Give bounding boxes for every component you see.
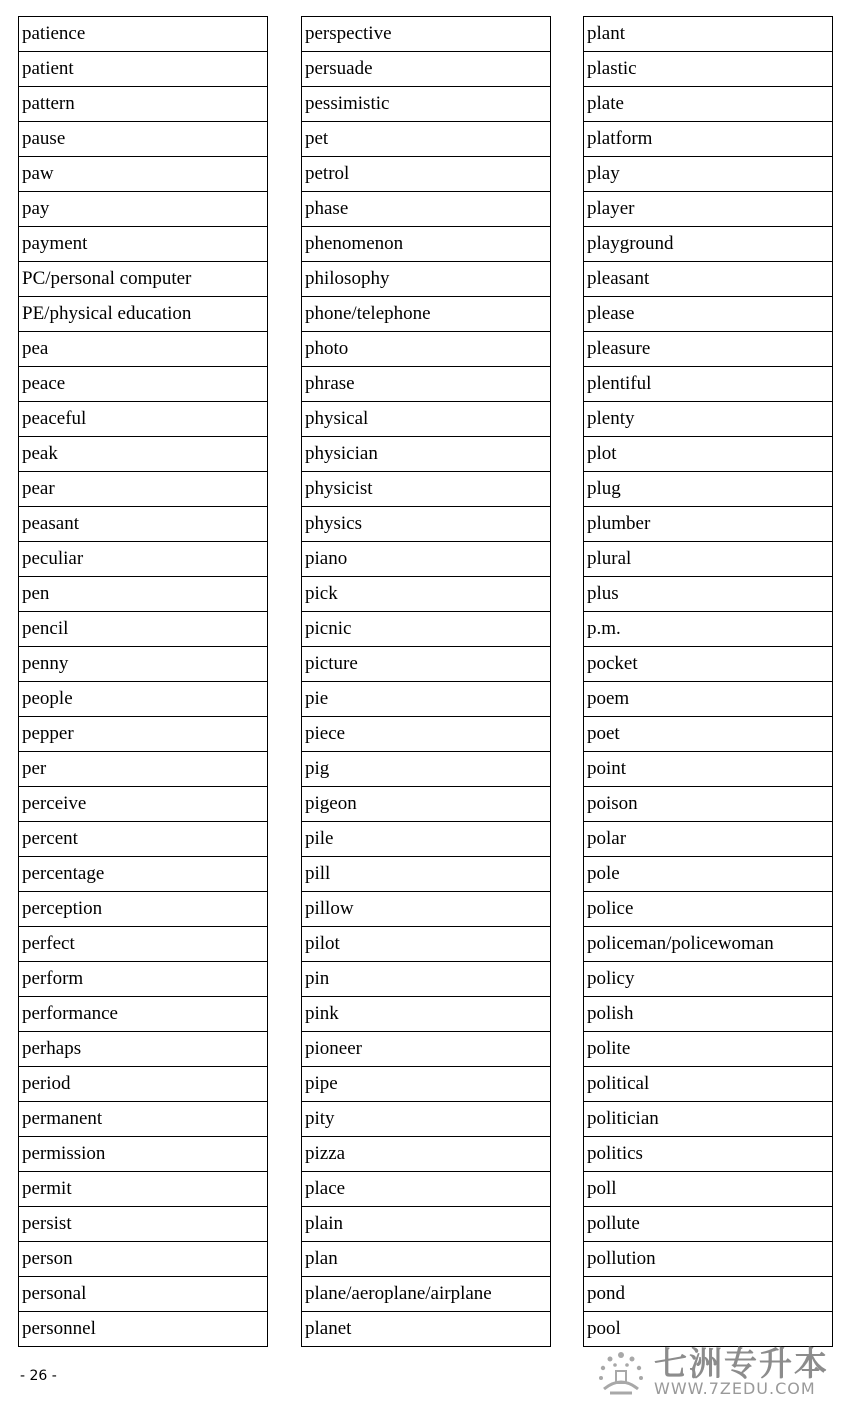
table-row bbox=[302, 1207, 551, 1242]
word-cell: performance bbox=[19, 997, 268, 1032]
table-row bbox=[584, 927, 833, 962]
table-row bbox=[19, 402, 268, 437]
word-cell: persist bbox=[19, 1207, 268, 1242]
word-cell: phrase bbox=[302, 367, 551, 402]
table-row bbox=[19, 1032, 268, 1067]
word-cell: politician bbox=[584, 1102, 833, 1137]
table-row bbox=[584, 1207, 833, 1242]
word-cell: poll bbox=[584, 1172, 833, 1207]
word-cell: peace bbox=[19, 367, 268, 402]
word-cell: pattern bbox=[19, 87, 268, 122]
word-cell: percentage bbox=[19, 857, 268, 892]
word-cell: person bbox=[19, 1242, 268, 1277]
table-row bbox=[302, 717, 551, 752]
table-row bbox=[584, 577, 833, 612]
table-row bbox=[19, 227, 268, 262]
word-cell: plate bbox=[584, 87, 833, 122]
word-cell: polite bbox=[584, 1032, 833, 1067]
table-row bbox=[584, 1277, 833, 1312]
word-cell: political bbox=[584, 1067, 833, 1102]
watermark-url: WWW.7ZEDU.COM bbox=[654, 1379, 816, 1398]
word-column-2 bbox=[301, 16, 551, 1347]
table-row bbox=[19, 577, 268, 612]
table-row bbox=[584, 717, 833, 752]
table-row bbox=[302, 297, 551, 332]
table-row bbox=[584, 52, 833, 87]
table-row bbox=[584, 822, 833, 857]
table-row bbox=[19, 822, 268, 857]
table-row bbox=[19, 612, 268, 647]
table-row bbox=[19, 297, 268, 332]
word-cell: pin bbox=[302, 962, 551, 997]
word-cell: plural bbox=[584, 542, 833, 577]
table-row bbox=[19, 1137, 268, 1172]
word-cell: pig bbox=[302, 752, 551, 787]
table-row bbox=[19, 927, 268, 962]
word-cell: pleasant bbox=[584, 262, 833, 297]
table-row bbox=[19, 1067, 268, 1102]
word-cell: p.m. bbox=[584, 612, 833, 647]
table-row bbox=[584, 787, 833, 822]
table-row bbox=[19, 1242, 268, 1277]
word-cell: pie bbox=[302, 682, 551, 717]
word-cell: phone/telephone bbox=[302, 297, 551, 332]
word-cell: photo bbox=[302, 332, 551, 367]
table-row bbox=[19, 1207, 268, 1242]
table-row bbox=[584, 297, 833, 332]
word-cell: physical bbox=[302, 402, 551, 437]
table-row bbox=[19, 542, 268, 577]
table-row bbox=[584, 857, 833, 892]
watermark-name: 七洲专升本 bbox=[654, 1344, 829, 1383]
table-row bbox=[19, 52, 268, 87]
word-cell: platform bbox=[584, 122, 833, 157]
table-row bbox=[302, 17, 551, 52]
table-row bbox=[19, 157, 268, 192]
word-cell: plentiful bbox=[584, 367, 833, 402]
table-row bbox=[302, 1067, 551, 1102]
table-row bbox=[302, 157, 551, 192]
word-cell: pessimistic bbox=[302, 87, 551, 122]
table-row bbox=[584, 262, 833, 297]
word-cell: physicist bbox=[302, 472, 551, 507]
table-row bbox=[19, 507, 268, 542]
word-cell: poem bbox=[584, 682, 833, 717]
word-cell: pollution bbox=[584, 1242, 833, 1277]
table-row bbox=[302, 192, 551, 227]
word-cell: pen bbox=[19, 577, 268, 612]
table-row bbox=[584, 997, 833, 1032]
word-cell: pleasure bbox=[584, 332, 833, 367]
word-cell: pizza bbox=[302, 1137, 551, 1172]
table-row bbox=[584, 1242, 833, 1277]
word-cell: pay bbox=[19, 192, 268, 227]
table-row bbox=[302, 647, 551, 682]
word-cell: playground bbox=[584, 227, 833, 262]
word-cell: piece bbox=[302, 717, 551, 752]
word-cell: place bbox=[302, 1172, 551, 1207]
table-row bbox=[19, 17, 268, 52]
word-cell: patient bbox=[19, 52, 268, 87]
word-cell: pepper bbox=[19, 717, 268, 752]
table-row bbox=[19, 192, 268, 227]
word-cell: policeman/policewoman bbox=[584, 927, 833, 962]
word-cell: permanent bbox=[19, 1102, 268, 1137]
table-row bbox=[302, 997, 551, 1032]
table-row bbox=[584, 472, 833, 507]
word-cell: poison bbox=[584, 787, 833, 822]
table-row bbox=[584, 647, 833, 682]
word-cell: PC/personal computer bbox=[19, 262, 268, 297]
word-cell: play bbox=[584, 157, 833, 192]
word-cell: plane/aeroplane/airplane bbox=[302, 1277, 551, 1312]
word-cell: period bbox=[19, 1067, 268, 1102]
word-cell: point bbox=[584, 752, 833, 787]
word-cell: patience bbox=[19, 17, 268, 52]
table-row bbox=[302, 1102, 551, 1137]
table-row bbox=[584, 87, 833, 122]
table-row bbox=[302, 402, 551, 437]
table-row bbox=[19, 892, 268, 927]
table-row bbox=[19, 367, 268, 402]
table-row bbox=[19, 1102, 268, 1137]
word-cell: plant bbox=[584, 17, 833, 52]
table-row bbox=[302, 787, 551, 822]
table-row bbox=[19, 437, 268, 472]
word-cell: perceive bbox=[19, 787, 268, 822]
word-cell: pilot bbox=[302, 927, 551, 962]
word-cell: pencil bbox=[19, 612, 268, 647]
table-row bbox=[584, 367, 833, 402]
table-row bbox=[302, 1312, 551, 1347]
word-column-1 bbox=[18, 16, 268, 1347]
table-row bbox=[302, 857, 551, 892]
word-cell: pillow bbox=[302, 892, 551, 927]
table-row bbox=[302, 822, 551, 857]
word-cell: pea bbox=[19, 332, 268, 367]
table-row bbox=[302, 682, 551, 717]
table-row bbox=[19, 122, 268, 157]
word-cell: personnel bbox=[19, 1312, 268, 1347]
word-cell: player bbox=[584, 192, 833, 227]
word-cell: personal bbox=[19, 1277, 268, 1312]
table-row bbox=[302, 367, 551, 402]
table-row bbox=[302, 577, 551, 612]
table-row bbox=[584, 892, 833, 927]
word-cell: polish bbox=[584, 997, 833, 1032]
table-row bbox=[19, 962, 268, 997]
word-cell: politics bbox=[584, 1137, 833, 1172]
word-cell: phenomenon bbox=[302, 227, 551, 262]
word-column-3 bbox=[583, 16, 833, 1347]
word-cell: perspective bbox=[302, 17, 551, 52]
table-row bbox=[19, 787, 268, 822]
table-row bbox=[302, 962, 551, 997]
page-number: - 26 - bbox=[20, 1368, 57, 1384]
table-row bbox=[19, 717, 268, 752]
table-row bbox=[584, 437, 833, 472]
table-row bbox=[19, 1312, 268, 1347]
table-row bbox=[302, 122, 551, 157]
word-cell: pool bbox=[584, 1312, 833, 1347]
table-row bbox=[302, 1242, 551, 1277]
word-cell: peculiar bbox=[19, 542, 268, 577]
word-cell: pill bbox=[302, 857, 551, 892]
table-row bbox=[302, 1137, 551, 1172]
table-row bbox=[302, 1172, 551, 1207]
table-row bbox=[584, 1172, 833, 1207]
word-cell: please bbox=[584, 297, 833, 332]
word-cell: paw bbox=[19, 157, 268, 192]
table-row bbox=[302, 752, 551, 787]
table-row bbox=[584, 1102, 833, 1137]
table-row bbox=[302, 227, 551, 262]
word-cell: pause bbox=[19, 122, 268, 157]
table-row bbox=[584, 402, 833, 437]
word-cell: peak bbox=[19, 437, 268, 472]
word-cell: planet bbox=[302, 1312, 551, 1347]
word-cell: pity bbox=[302, 1102, 551, 1137]
word-cell: poet bbox=[584, 717, 833, 752]
table-row bbox=[584, 507, 833, 542]
word-cell: pocket bbox=[584, 647, 833, 682]
table-row bbox=[19, 1172, 268, 1207]
table-row bbox=[19, 997, 268, 1032]
table-row bbox=[19, 262, 268, 297]
table-row bbox=[19, 682, 268, 717]
word-cell: picture bbox=[302, 647, 551, 682]
word-cell: people bbox=[19, 682, 268, 717]
word-cell: permission bbox=[19, 1137, 268, 1172]
table-row bbox=[584, 1032, 833, 1067]
table-row bbox=[302, 437, 551, 472]
table-row bbox=[584, 752, 833, 787]
word-cell: PE/physical education bbox=[19, 297, 268, 332]
table-row bbox=[302, 612, 551, 647]
word-cell: pear bbox=[19, 472, 268, 507]
table-row bbox=[584, 962, 833, 997]
table-row bbox=[19, 472, 268, 507]
table-row bbox=[584, 192, 833, 227]
table-row bbox=[19, 857, 268, 892]
logo-icon bbox=[592, 1345, 650, 1399]
table-row bbox=[584, 227, 833, 262]
table-row bbox=[302, 507, 551, 542]
word-cell: plot bbox=[584, 437, 833, 472]
word-cell: perception bbox=[19, 892, 268, 927]
word-cell: piano bbox=[302, 542, 551, 577]
table-row bbox=[302, 542, 551, 577]
word-cell: policy bbox=[584, 962, 833, 997]
word-cell: pollute bbox=[584, 1207, 833, 1242]
word-cell: peaceful bbox=[19, 402, 268, 437]
table-row bbox=[584, 17, 833, 52]
word-cell: polar bbox=[584, 822, 833, 857]
table-row bbox=[302, 472, 551, 507]
word-cell: plenty bbox=[584, 402, 833, 437]
word-cell: police bbox=[584, 892, 833, 927]
word-cell: picnic bbox=[302, 612, 551, 647]
word-cell: phase bbox=[302, 192, 551, 227]
table-row bbox=[19, 87, 268, 122]
word-cell: pond bbox=[584, 1277, 833, 1312]
word-cell: plug bbox=[584, 472, 833, 507]
word-cell: plastic bbox=[584, 52, 833, 87]
word-cell: perfect bbox=[19, 927, 268, 962]
word-cell: philosophy bbox=[302, 262, 551, 297]
word-cell: pink bbox=[302, 997, 551, 1032]
word-cell: plain bbox=[302, 1207, 551, 1242]
table-row bbox=[584, 542, 833, 577]
word-cell: pile bbox=[302, 822, 551, 857]
table-row bbox=[584, 157, 833, 192]
word-cell: plan bbox=[302, 1242, 551, 1277]
word-cell: physician bbox=[302, 437, 551, 472]
word-cell: peasant bbox=[19, 507, 268, 542]
table-row bbox=[302, 1032, 551, 1067]
table-row bbox=[584, 612, 833, 647]
table-row bbox=[584, 332, 833, 367]
table-row bbox=[19, 332, 268, 367]
table-row bbox=[302, 332, 551, 367]
word-cell: per bbox=[19, 752, 268, 787]
table-row bbox=[302, 52, 551, 87]
word-cell: pigeon bbox=[302, 787, 551, 822]
table-row bbox=[302, 262, 551, 297]
word-cell: perform bbox=[19, 962, 268, 997]
word-cell: persuade bbox=[302, 52, 551, 87]
word-cell: penny bbox=[19, 647, 268, 682]
table-row bbox=[302, 87, 551, 122]
word-cell: petrol bbox=[302, 157, 551, 192]
watermark bbox=[592, 1342, 844, 1402]
table-row bbox=[584, 1137, 833, 1172]
table-row bbox=[302, 892, 551, 927]
word-cell: plus bbox=[584, 577, 833, 612]
word-cell: pick bbox=[302, 577, 551, 612]
table-row bbox=[19, 647, 268, 682]
table-row bbox=[584, 1067, 833, 1102]
table-row bbox=[302, 927, 551, 962]
word-cell: perhaps bbox=[19, 1032, 268, 1067]
word-cell: percent bbox=[19, 822, 268, 857]
table-row bbox=[302, 1277, 551, 1312]
table-row bbox=[584, 122, 833, 157]
word-cell: pipe bbox=[302, 1067, 551, 1102]
word-cell: pole bbox=[584, 857, 833, 892]
word-cell: payment bbox=[19, 227, 268, 262]
word-cell: pioneer bbox=[302, 1032, 551, 1067]
word-cell: physics bbox=[302, 507, 551, 542]
word-cell: pet bbox=[302, 122, 551, 157]
word-cell: permit bbox=[19, 1172, 268, 1207]
word-cell: plumber bbox=[584, 507, 833, 542]
table-row bbox=[19, 1277, 268, 1312]
table-row bbox=[19, 752, 268, 787]
table-row bbox=[584, 682, 833, 717]
